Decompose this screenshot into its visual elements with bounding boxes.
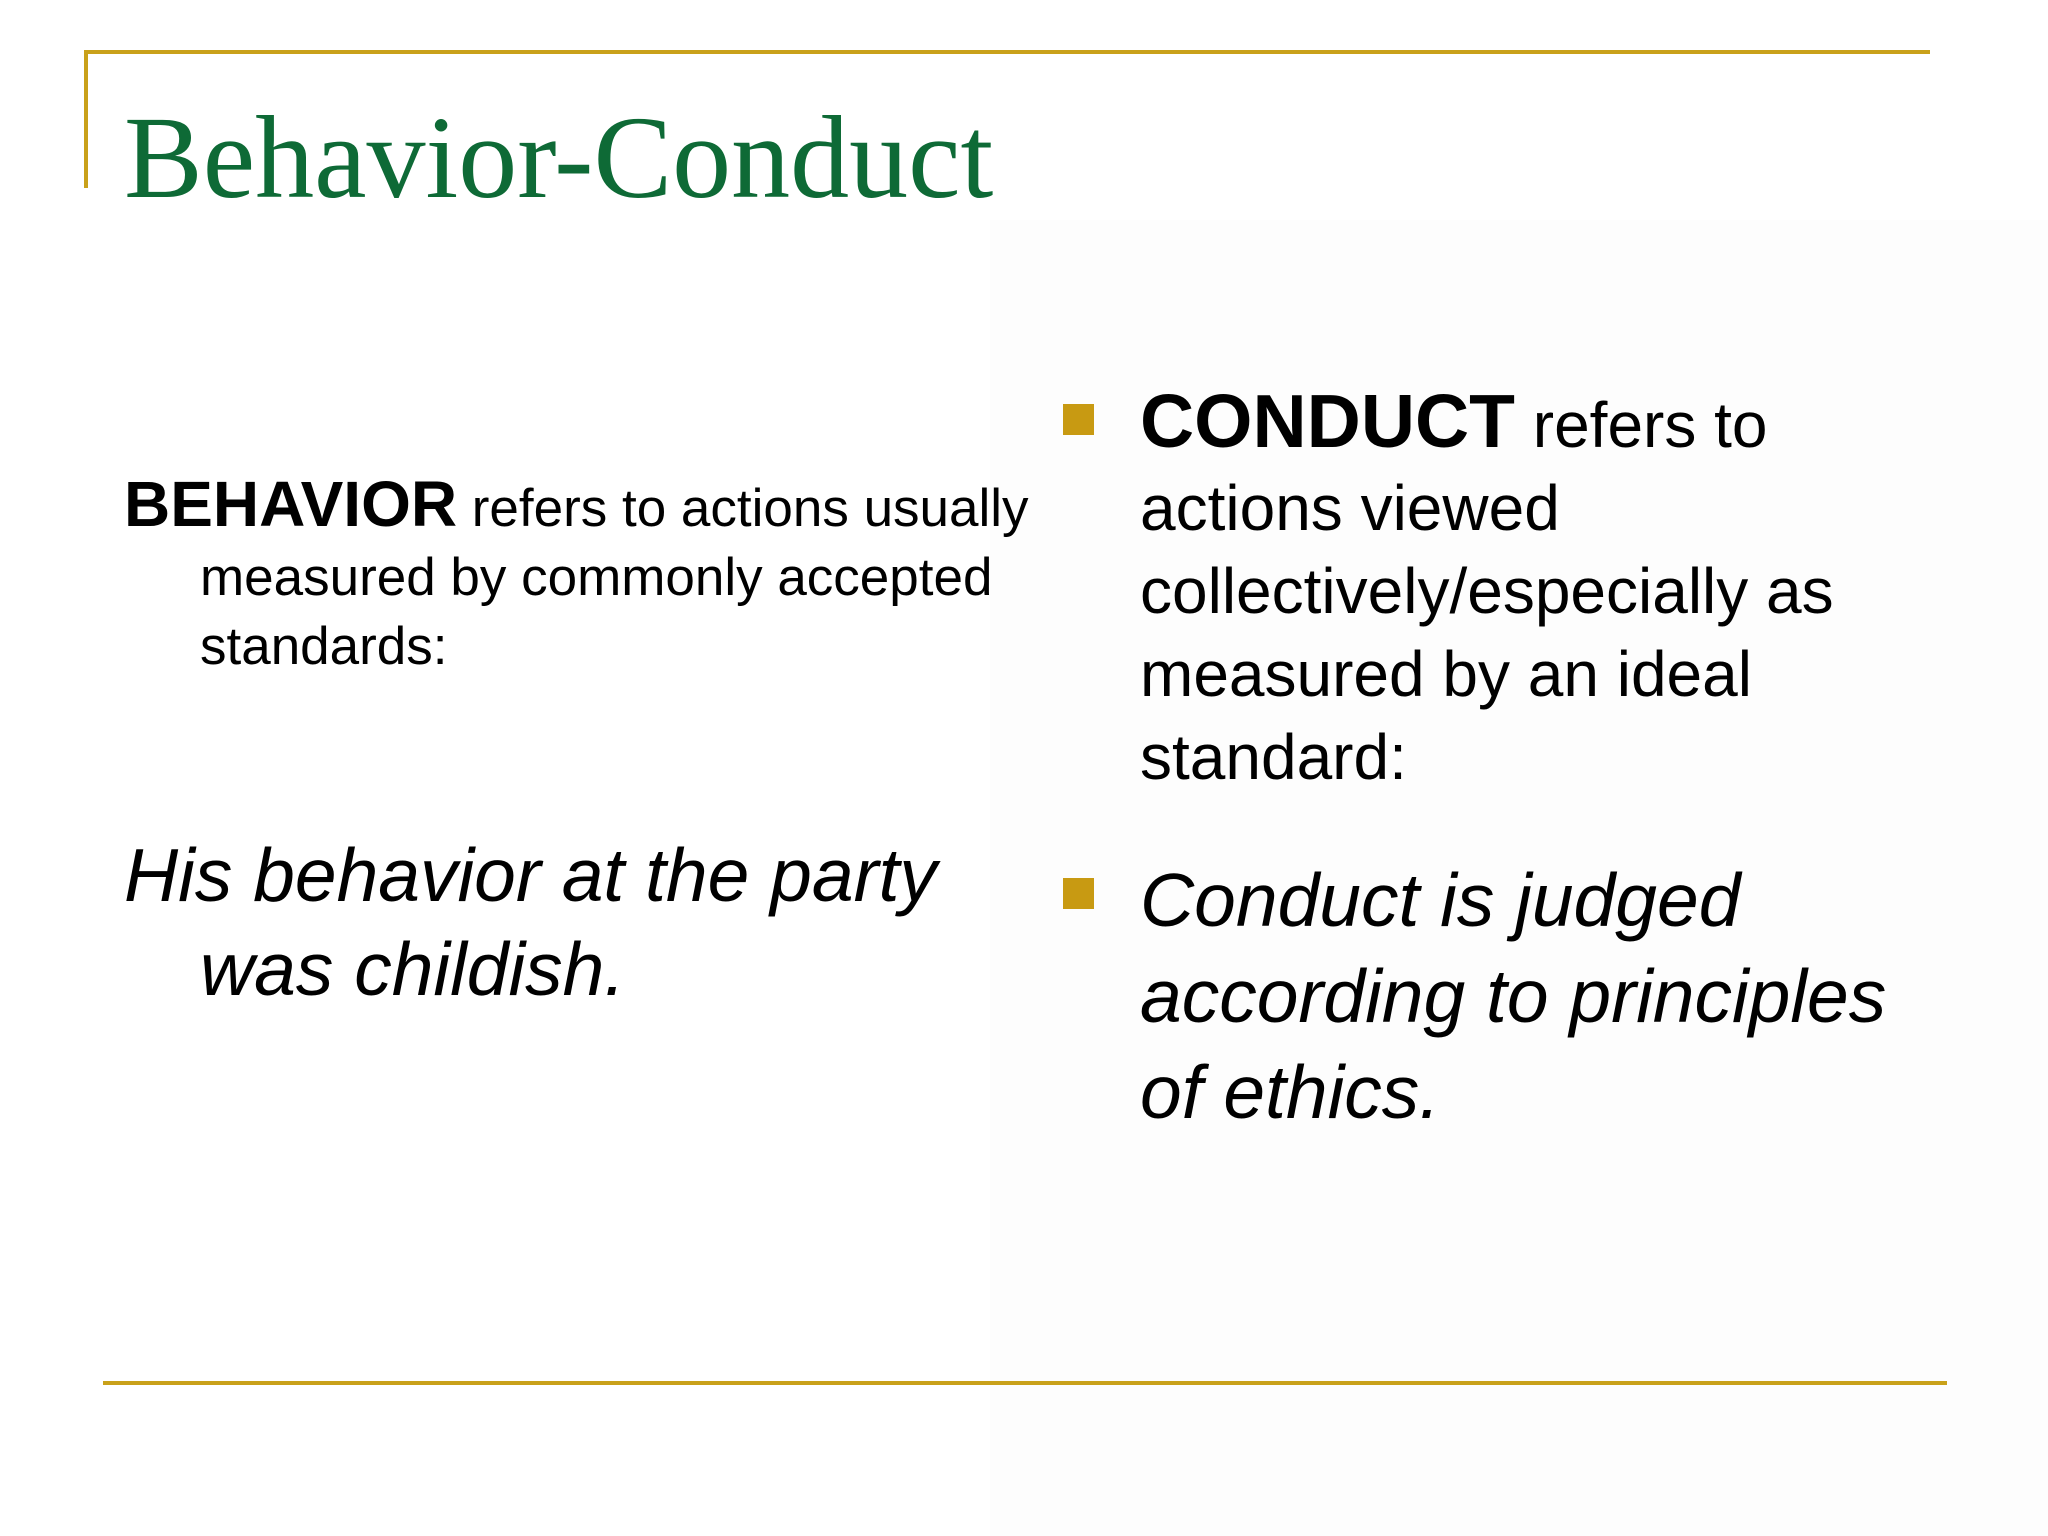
square-bullet-icon	[1063, 878, 1094, 909]
behavior-term: BEHAVIOR	[124, 468, 458, 540]
conduct-term: CONDUCT	[1140, 379, 1515, 463]
conduct-definition-text: refers to actions viewed collectively/especially as measured by an ideal standard:	[1140, 389, 1834, 793]
conduct-definition-body	[1140, 380, 1943, 799]
square-bullet-icon	[1063, 404, 1094, 435]
behavior-example: His behavior at the party was childish.	[124, 833, 937, 1011]
conduct-definition	[1063, 380, 1943, 799]
conduct-example-text: Conduct is judged according to principles of ethics.	[1140, 858, 1887, 1134]
bottom-rule	[103, 1381, 1947, 1385]
slide-title: Behavior-Conduct	[124, 92, 994, 223]
top-rule	[84, 50, 1930, 54]
left-rule	[84, 50, 88, 188]
conduct-example	[1063, 852, 1943, 1140]
behavior-definition-text: refers to actions usually measured by commonly accepted standards:	[200, 479, 1029, 676]
behavior-definition	[124, 470, 1080, 681]
